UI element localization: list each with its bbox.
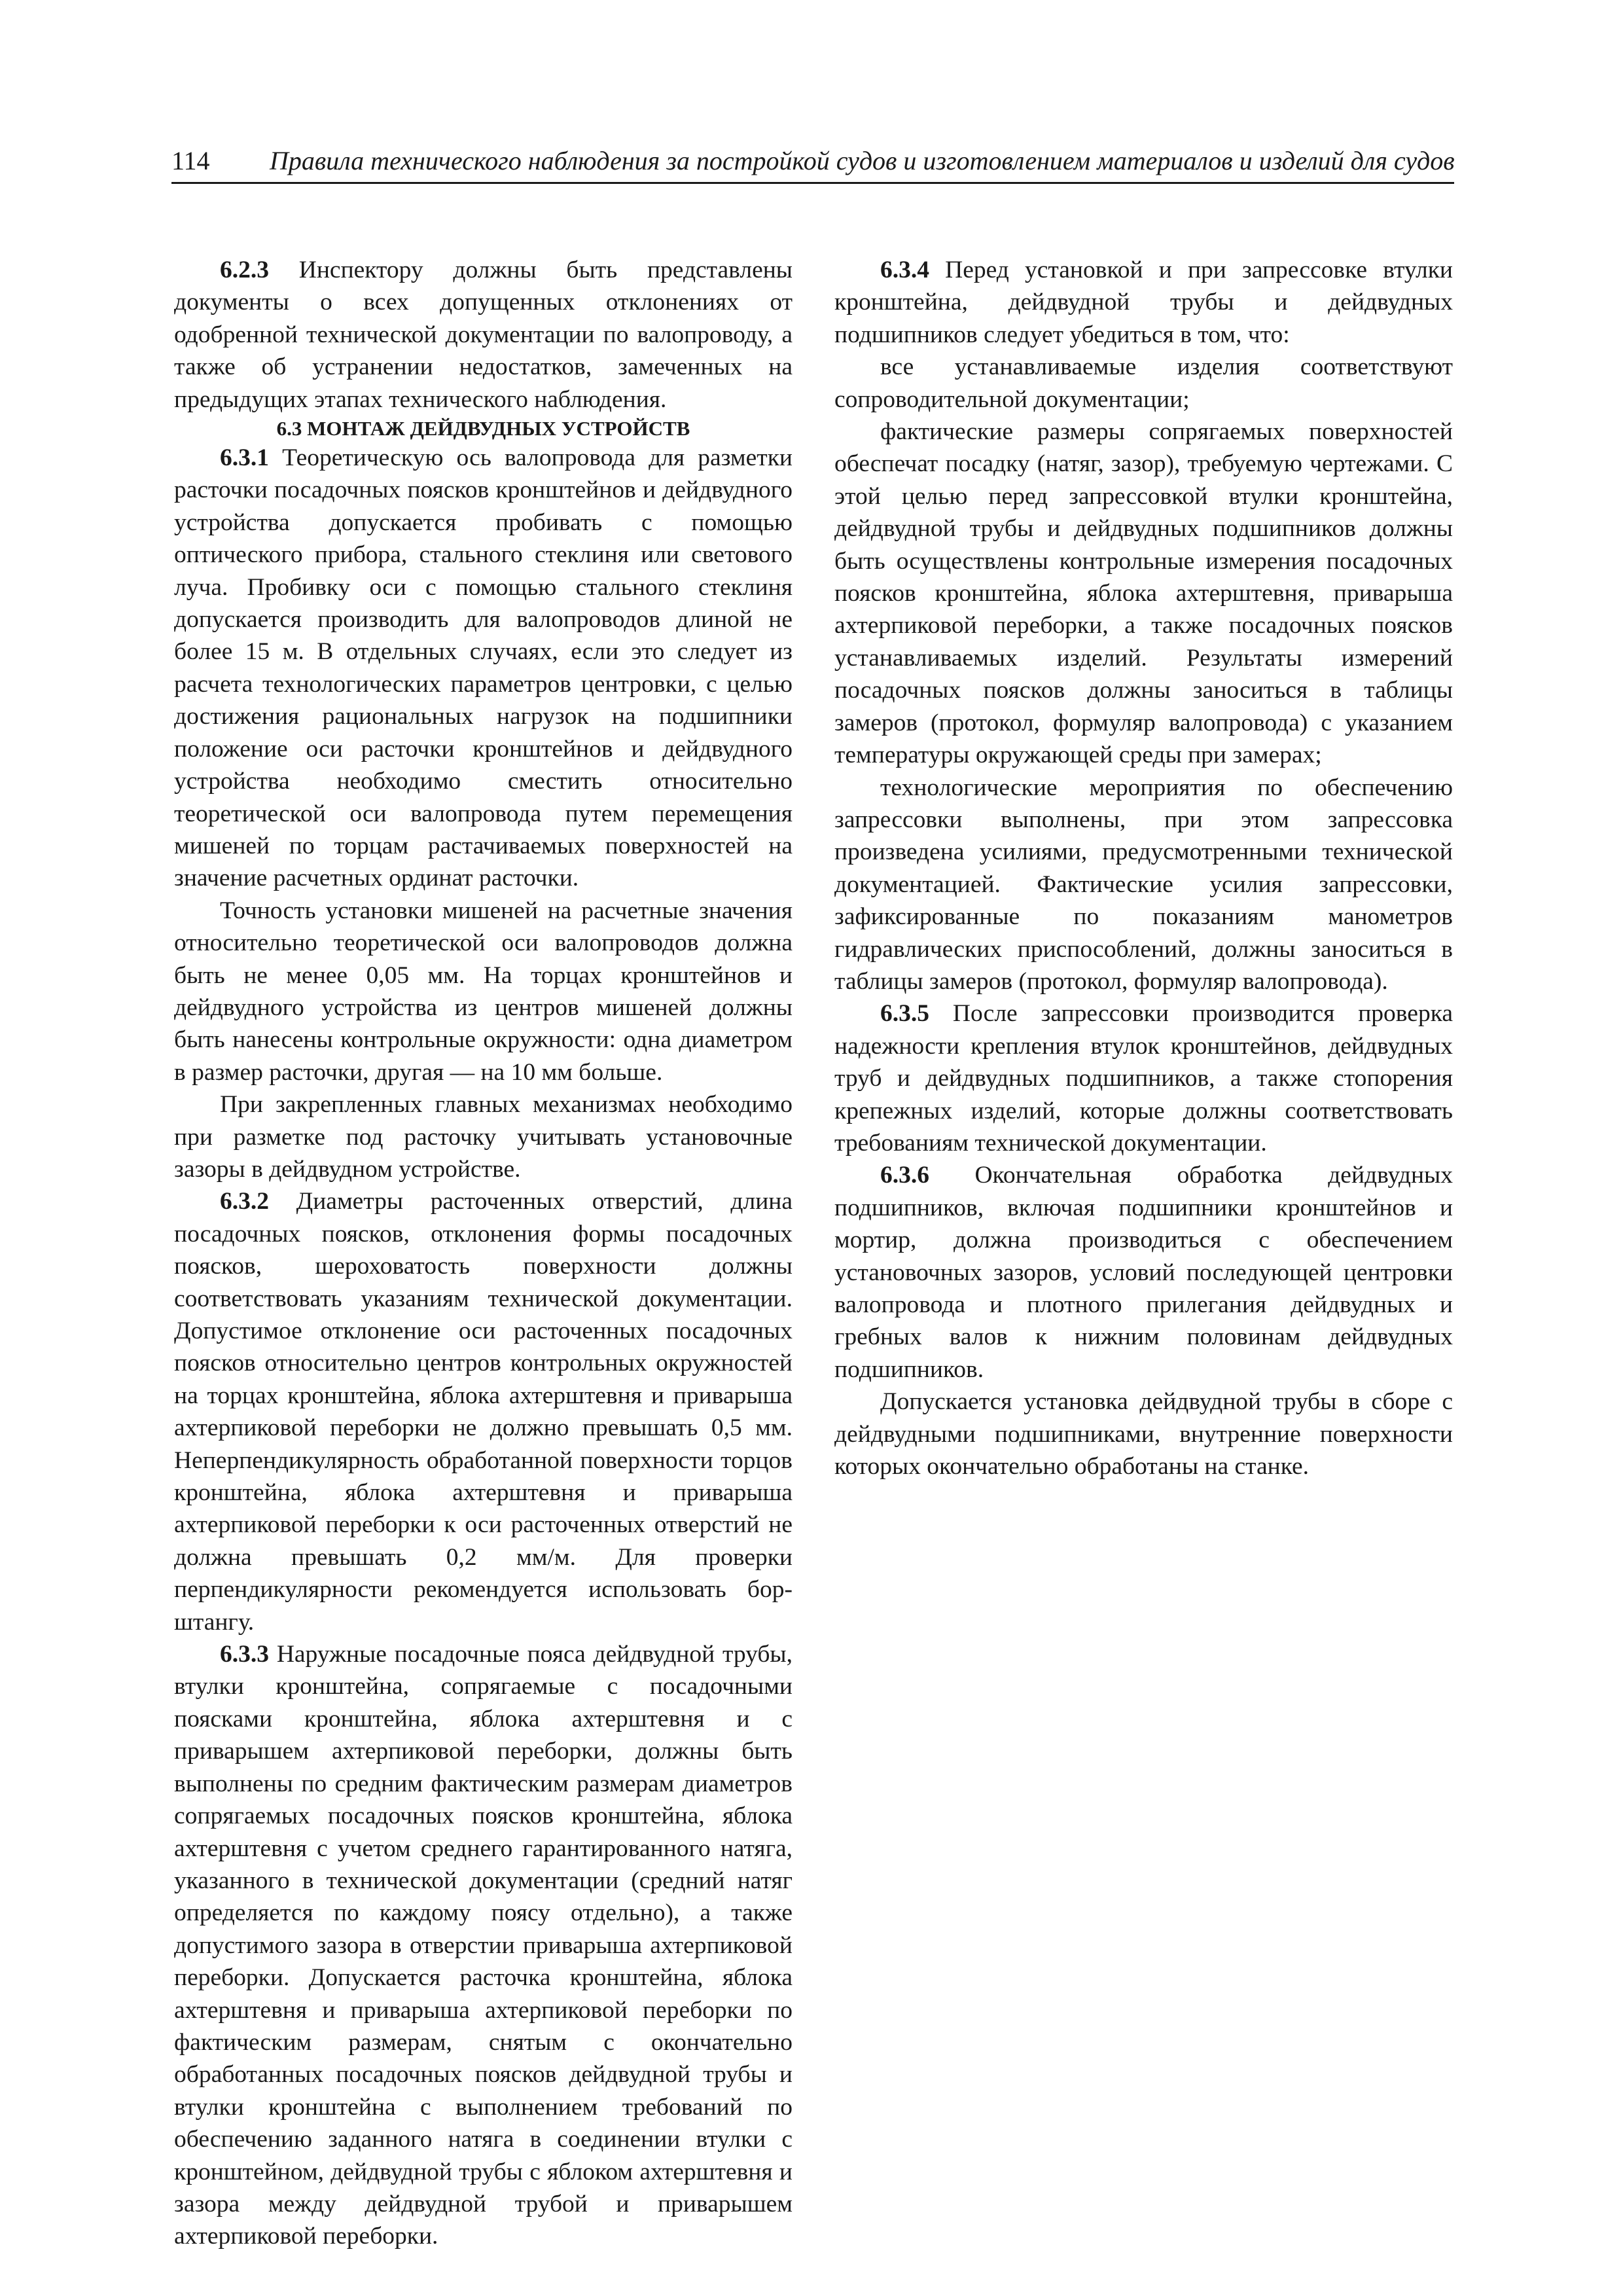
- paragraph-6-2-3: [174, 254, 793, 416]
- paragraph-text: Наружные посадочные пояса дейдвудной трубы, втулки кронштейна, сопрягаемые с посадочными поясками кронштейна, яблока ахтерштевня и с приварышем ахтерпиковой переборки, должны быть выполнены по средним фактическим размерам диаметров сопрягаемых посадочных поясков кронштейна, яблока ахтерштевня с учетом среднего гарантированного натяга, указанного в технической документации (средний натяг определяется по каждому поясу отдельно), а также допустимого зазора в отверстии приварыша ахтерпиковой переборки. Допускается расточка кронштейна, яблока ахтерштевня и приварыша ахтерпиковой переборки по фактическим размерам, снятым с окончательно обработанных посадочных поясков дейдвудной трубы и втулки кронштейна с выполнением требований по обеспечению заданного натяга в соединении втулки с кронштейном, дейдвудной трубы с яблоком ахтерштевня и зазора между дейдвудной трубой и приварышем ахтерпиковой переборки.: [174, 1641, 793, 2250]
- paragraph-fixed-mechanisms: При закрепленных главных механизмах необходимо при разметке под расточку учитывать установочные зазоры в дейдвудном устройстве.: [174, 1091, 793, 1183]
- paragraph-6-3-4: [834, 254, 1453, 351]
- paragraph-target-accuracy: Точность установки мишеней на расчетные значения относительно теоретической оси валопроводов должна быть не менее 0,05 мм. На торцах кронштейнов и дейдвудного устройства из центров мишеней должны быть нанесены контрольные окружности: одна диаметром в размер расточки, другая — на 10 мм больше.: [174, 897, 793, 1086]
- paragraph-6-3-3: [174, 1638, 793, 2253]
- paragraph-text: Теоретическую ось валопровода для разметки расточки посадочных поясков кронштейнов и дейдвудного устройства допускается пробивать с помощью оптического прибора, стального стеклиня или светового луча. Пробивку оси с помощью стального стеклиня допускается производить для валопроводов длиной не более 15 м. В отдельных случаях, если это следует из расчета технологических параметров центровки, с целью достижения рациональных нагрузок на подшипники положение оси расточки кронштейнов и дейдвудного устройства необходимо сместить относительно теоретической оси валопровода путем перемещения мишеней по торцам растачиваемых поверхностей на значение расчетных ординат расточки.: [174, 444, 793, 892]
- left-column: [174, 254, 793, 2253]
- section-heading: 6.3 МОНТАЖ ДЕЙДВУДНЫХ УСТРОЙСТВ: [276, 417, 690, 440]
- paragraph-6-3-1: [174, 442, 793, 895]
- list-item: технологические мероприятия по обеспечению запрессовки выполнены, при этом запрессовка произведена усилиями, предусмотренными технической документацией. Фактические усилия запрессовки, зафиксированные по показаниям манометров гидравлических приспособлений, должны заноситься в таблицы замеров (протокол, формуляр валопровода).: [834, 774, 1453, 995]
- paragraph-text: Инспектору должны быть представлены документы о всех допущенных отклонениях от одобренной технической документации по валопроводу, а также об устранении недостатков, замеченных на предыдущих этапах технического наблюдения.: [174, 257, 793, 413]
- clause-number: 6.3.4: [880, 257, 929, 283]
- paragraph-text: Перед установкой и при запрессовке втулки кронштейна, дейдвудной трубы и дейдвудных подшипников следует убедиться в том, что:: [834, 257, 1453, 348]
- paragraph-text: Окончательная обработка дейдвудных подшипников, включая подшипники кронштейнов и мортир, должна производиться с обеспечением установочных зазоров, условий последующей центровки валопровода и плотного прилегания дейдвудных и гребных валов к нижним половинам дейдвудных подшипников.: [834, 1162, 1453, 1383]
- paragraph-text: Диаметры расточенных отверстий, длина посадочных поясков, отклонения формы посадочных поясков, шероховатость поверхности должны соответствовать указаниям технической документации. Допустимое отклонение оси расточенных посадочных поясков относительно центров контрольных окружностей на торцах кронштейна, яблока ахтерштевня и приварыша ахтерпиковой переборки не должно превышать 0,5 мм. Неперпендикулярность обработанной поверхности торцов кронштейна, яблока ахтерштевня и приварыша ахтерпиковой переборки к оси расточенных отверстий не должна превышать 0,2 мм/м. Для проверки перпендикулярности рекомендуется использовать бор-штангу.: [174, 1188, 793, 1636]
- paragraph-6-3-5: [834, 997, 1453, 1159]
- paragraph-6-3-6: [834, 1159, 1453, 1386]
- clause-number: 6.3.5: [880, 1000, 929, 1028]
- clause-number: 6.3.6: [880, 1162, 929, 1189]
- paragraph-6-3-2: [174, 1185, 793, 1638]
- paragraph-assembly: Допускается установка дейдвудной трубы в сборе с дейдвудными подшипниками, внутренние поверхности которых окончательно обработаны на станке.: [834, 1388, 1453, 1480]
- clause-number: 6.2.3: [220, 257, 269, 283]
- list-item: фактические размеры сопрягаемых поверхностей обеспечат посадку (натяг, зазор), требуемую чертежами. С этой целью перед запрессовкой втулки кронштейна, дейдвудной трубы и дейдвудных подшипников должны быть осуществлены контрольные измерения посадочных поясков кронштейна, яблока ахтерштевня, приварыша ахтерпиковой переборки, а также посадочных поясков устанавливаемых изделий. Результаты измерений посадочных поясков должны заноситься в таблицы замеров (протокол, формуляр валопровода) с указанием температуры окружающей среды при замерах;: [834, 418, 1453, 769]
- clause-number: 6.3.1: [220, 444, 269, 472]
- list-item: все устанавливаемые изделия соответствуют сопроводительной документации;: [834, 353, 1453, 413]
- clause-number: 6.3.3: [220, 1641, 269, 1668]
- page-number: 114: [171, 146, 210, 175]
- paragraph-text: После запрессовки производится проверка надежности крепления втулок кронштейнов, дейдвудных труб и дейдвудных подшипников, а также стопорения крепежных изделий, которые должны соответствовать требованиям технической документации.: [834, 1000, 1453, 1157]
- clause-number: 6.3.2: [220, 1188, 269, 1215]
- right-column: [834, 254, 1453, 1482]
- running-title: Правила технического наблюдения за постройкой судов и изготовлением материалов и изделий для судов: [270, 146, 1455, 175]
- page-header: [171, 143, 1454, 184]
